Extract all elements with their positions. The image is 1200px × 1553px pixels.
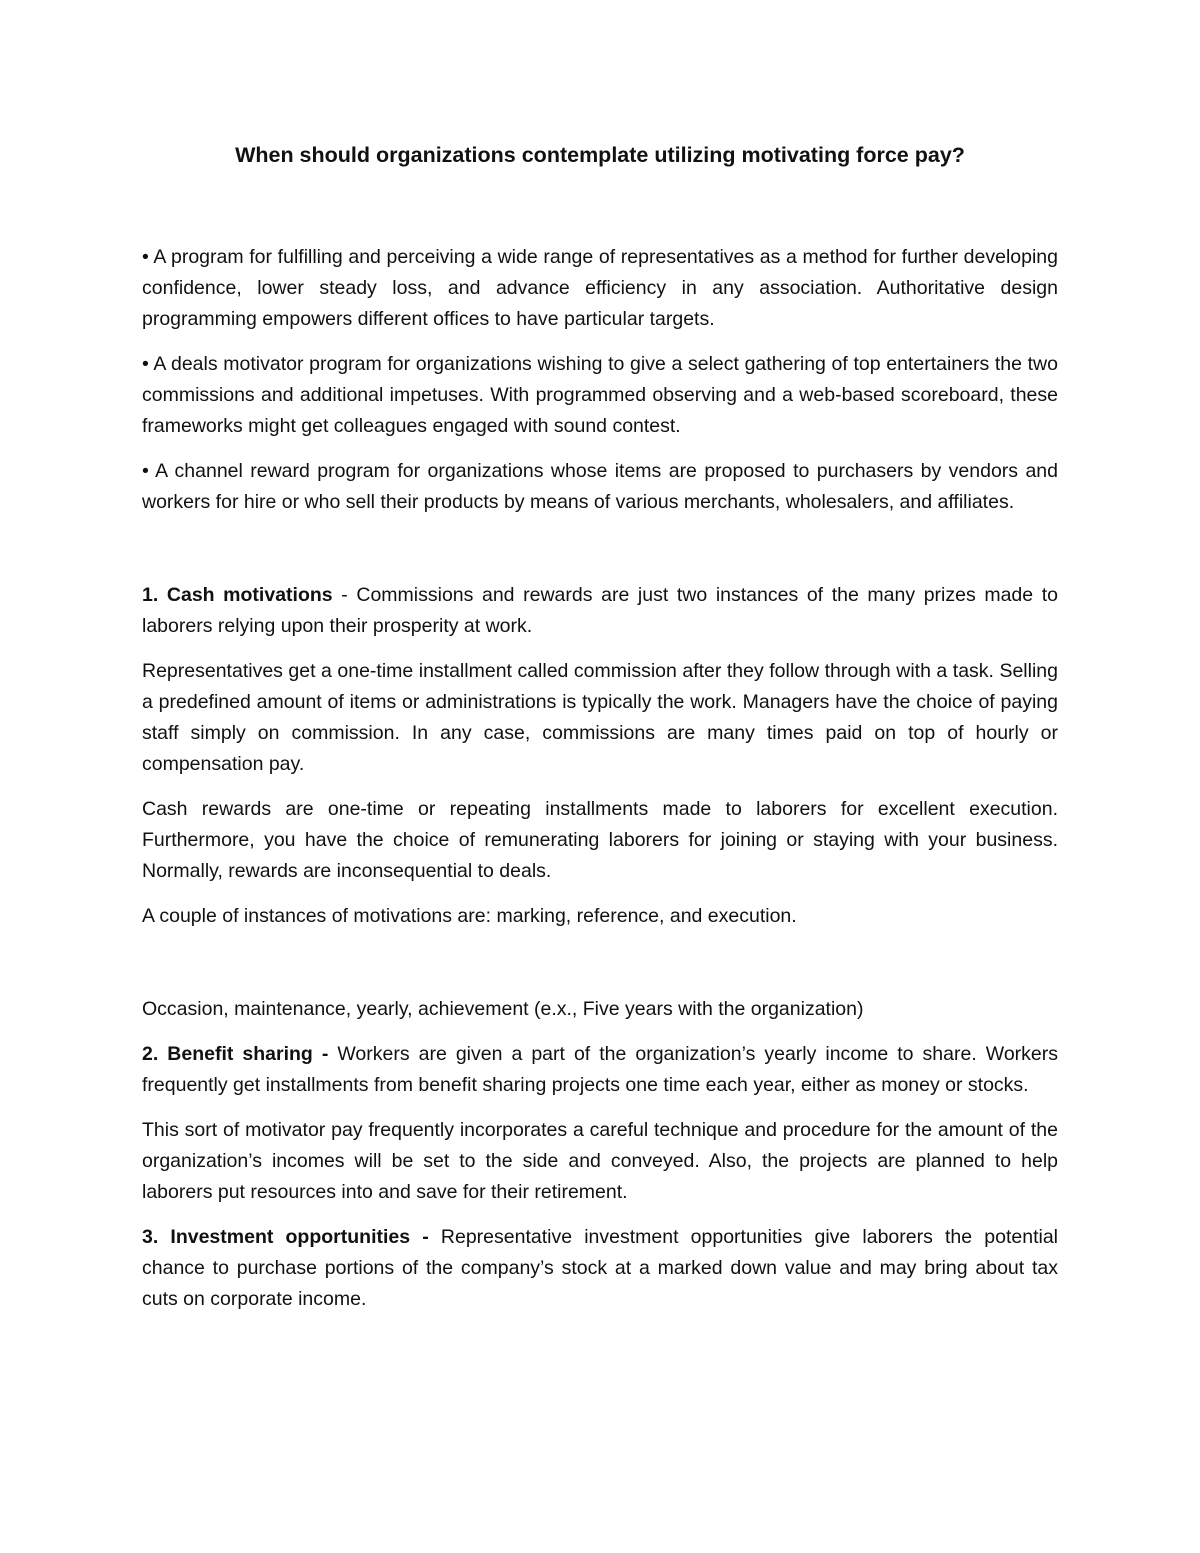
section-2-heading: 2. Benefit sharing - — [142, 1043, 329, 1065]
section-1-number: 1. — [142, 584, 159, 606]
section-1-paragraph: A couple of instances of motivations are: marking, reference, and execution. — [142, 905, 797, 927]
section-1-lead — [142, 580, 1058, 642]
section-2-paragraph: This sort of motivator pay frequently incorporates a careful technique and procedure for the amount of the organization’s incomes will be set to the side and conveyed. Also, the projects are planned to help laborers put resources into and save for their retirement. — [142, 1119, 1058, 1203]
bullet-item: • A deals motivator program for organizations wishing to give a select gathering of top entertainers the two commissions and additional impetuses. With programmed observing and a web-based scoreboard, these frameworks might get colleagues engaged with sound contest. — [142, 353, 1058, 437]
section-1-lead-text: Commissions and rewards are just two instances of the many prizes made to laborers relying upon their prosperity at work. — [142, 584, 1058, 637]
section-1-heading: Cash motivations — [166, 584, 333, 606]
section-1-separator: - — [332, 584, 357, 606]
section-3-lead — [142, 1222, 1058, 1315]
section-3-heading: 3. Investment opportunities - — [142, 1226, 429, 1248]
document-title: When should organizations contemplate utilizing motivating force pay? — [235, 143, 965, 167]
section-2-lead-text: Workers are given a part of the organization’s yearly income to share. Workers frequently get installments from benefit sharing projects one time each year, either as money or stocks. — [142, 1043, 1058, 1096]
bullet-item: • A program for fulfilling and perceiving a wide range of representatives as a method for further developing confidence, lower steady loss, and advance efficiency in any association. Authoritative design programming empowers different offices to have particular targets. — [142, 246, 1058, 330]
section-3-lead-text: Representative investment opportunities give laborers the potential chance to purchase portions of the company’s stock at a marked down value and may bring about tax cuts on corporate income. — [142, 1226, 1058, 1310]
section-1-paragraph: Representatives get a one-time installment called commission after they follow through with a task. Selling a predefined amount of items or administrations is typically the work. Managers have the choice of paying staff simply on commission. In any case, commissions are many times paid on top of hourly or compensation pay. — [142, 660, 1058, 775]
section-1-examples-line: Occasion, maintenance, yearly, achievement (e.x., Five years with the organization) — [142, 998, 864, 1020]
section-1-paragraph: Cash rewards are one-time or repeating installments made to laborers for excellent execution. Furthermore, you have the choice of remunerating laborers for joining or staying with your business. Normally, rewards are inconsequential to deals. — [142, 798, 1058, 882]
section-2-lead — [142, 1039, 1058, 1101]
bullet-item: • A channel reward program for organizations whose items are proposed to purchasers by vendors and workers for hire or who sell their products by means of various merchants, wholesalers, and affiliates. — [142, 460, 1058, 513]
